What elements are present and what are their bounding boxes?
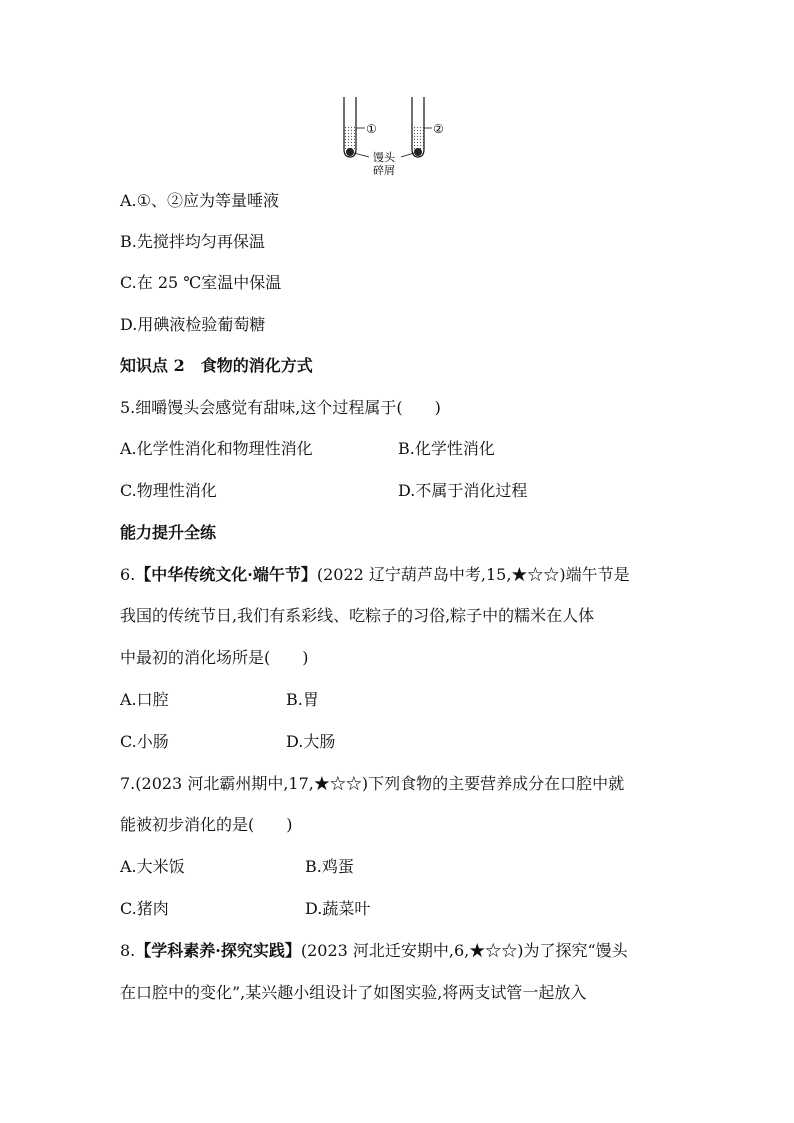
q8-number: 8.: [120, 941, 136, 960]
q5-option-c: C.物理性消化: [120, 481, 217, 500]
q4-option-d: D.用碘液检验葡萄糖: [120, 315, 266, 334]
q6-tag: 【中华传统文化·端午节】: [135, 565, 317, 584]
q7-line-1: 7.(2023 河北霸州期中,17,★☆☆)下列食物的主要营养成分在口腔中就: [120, 774, 625, 793]
bread-pointer-2: [401, 153, 414, 157]
q6-option-b: B.胃: [286, 690, 319, 709]
q6-source: (2022 辽宁葫芦岛中考,15,★☆☆)端午节是: [316, 565, 630, 584]
q8-source: (2023 河北迁安期中,6,★☆☆)为了探究“馒头: [300, 941, 628, 960]
tube-2-bread: [414, 148, 422, 156]
tube-2-marker: ②: [433, 122, 444, 136]
bread-label-line1: 馒头: [373, 151, 395, 164]
q6-option-c: C.小肠: [120, 732, 169, 751]
section-heading-ability: 能力提升全练: [120, 523, 217, 542]
tube-1-bread: [346, 148, 354, 156]
q6-number: 6.: [120, 565, 136, 584]
tube-1-marker: ①: [366, 122, 377, 136]
q7-option-a: A.大米饭: [120, 857, 185, 876]
bread-label-line2: 碎屑: [373, 164, 395, 177]
test-tubes-diagram: [335, 93, 455, 178]
test-tube-figure: [335, 93, 455, 178]
tube-2-liquid: [413, 125, 424, 151]
q7-line-2: 能被初步消化的是( ): [120, 815, 293, 834]
bread-pointer-1: [354, 153, 369, 157]
q8-tag: 【学科素养·探究实践】: [135, 941, 301, 960]
section-heading-knowledge-2: 知识点 2 食物的消化方式: [120, 356, 313, 375]
q6-option-d: D.大肠: [286, 732, 336, 751]
q7-option-d: D.蔬菜叶: [305, 899, 371, 918]
q5-option-b: B.化学性消化: [398, 439, 495, 458]
q7-option-b: B.鸡蛋: [305, 857, 354, 876]
q7-option-c: C.猪肉: [120, 899, 169, 918]
q4-option-c: C.在 25 ℃室温中保温: [120, 273, 282, 292]
q4-option-a: A.①、②应为等量唾液: [120, 191, 279, 210]
q6-option-a: A.口腔: [120, 690, 169, 709]
q8-line-1: [120, 940, 628, 962]
q6-line-3: 中最初的消化场所是( ): [120, 648, 309, 667]
q8-line-2: 在口腔中的变化”,某兴趣小组设计了如图实验,将两支试管一起放入: [120, 983, 587, 1002]
q6-line-1: [120, 564, 630, 586]
q5-stem: 5.细嚼馒头会感觉有甜味,这个过程属于( ): [120, 398, 441, 417]
q4-option-b: B.先搅拌均匀再保温: [120, 232, 265, 251]
q5-option-d: D.不属于消化过程: [398, 481, 528, 500]
q5-option-a: A.化学性消化和物理性消化: [120, 439, 313, 458]
tube-1-liquid: [345, 125, 356, 151]
q6-line-2: 我国的传统节日,我们有系彩线、吃粽子的习俗,粽子中的糯米在人体: [120, 606, 595, 625]
